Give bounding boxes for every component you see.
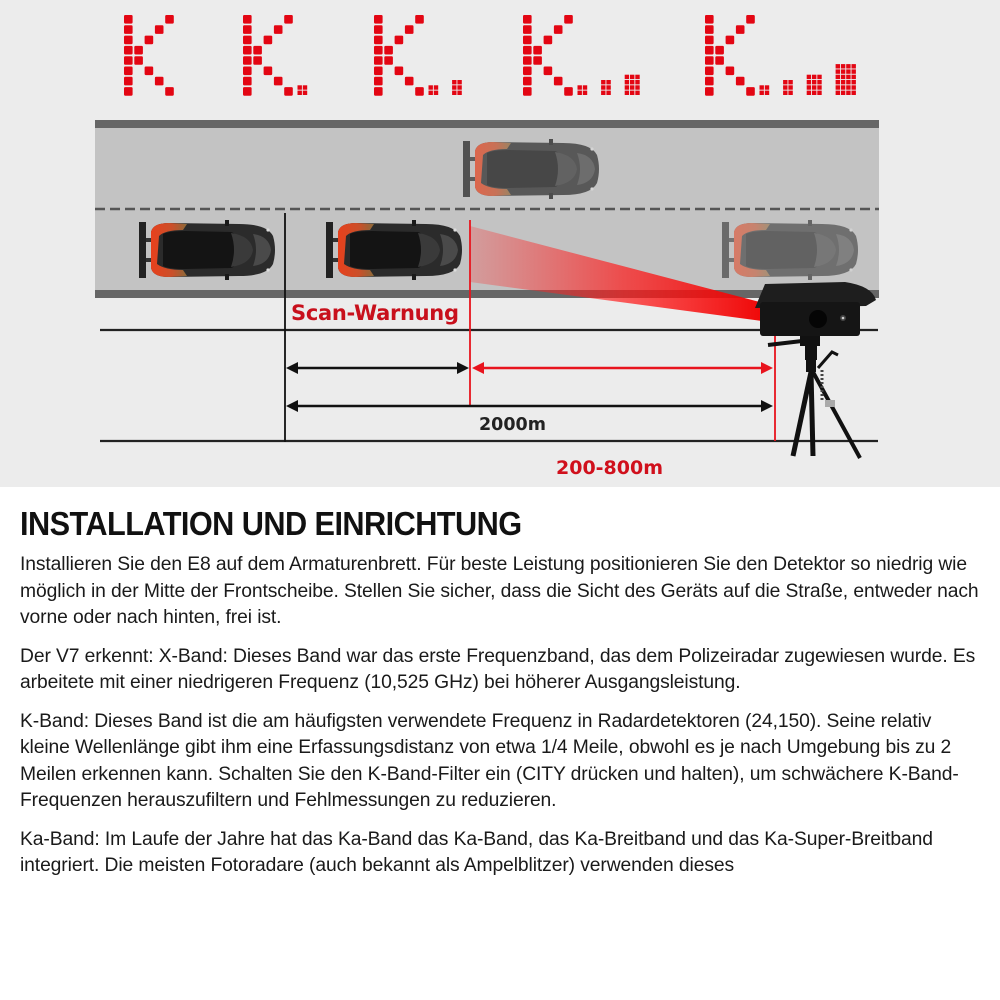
signal-bar [807, 75, 822, 95]
k-letter-dot [395, 36, 404, 45]
k-letter-dot [243, 67, 252, 76]
k-letter-dot [715, 56, 724, 65]
k-letter-dot [564, 15, 573, 24]
scan-warning-label: Scan-Warnung [291, 301, 459, 325]
article [20, 500, 985, 880]
radar-detection-diagram [0, 0, 1000, 487]
signal-bar [601, 80, 611, 95]
k-letter-dot [243, 36, 252, 45]
k-letter-dot [165, 87, 174, 96]
k-letter-dot [264, 36, 273, 45]
signal-bar [429, 85, 439, 95]
signal-bar [783, 80, 793, 95]
scan-warning-range-arrow [286, 362, 469, 374]
k-letter-dot [705, 36, 714, 45]
k-letter-dot [124, 67, 133, 76]
radar-range-label: 200-800m [556, 457, 664, 479]
k-letter-dot [243, 15, 252, 24]
k-letter-dot [134, 56, 143, 65]
k-letter-dot [124, 87, 133, 96]
k-letter-dot [243, 87, 252, 96]
k-letter-dot [253, 46, 262, 55]
signal-stage [523, 15, 640, 96]
signal-stage [243, 15, 307, 96]
diagram-canvas [0, 0, 1000, 487]
k-letter-dot [145, 36, 154, 45]
signal-stage [124, 15, 174, 96]
k-letter-dot [746, 87, 755, 96]
page-title: INSTALLATION UND EINRICHTUNG [20, 505, 522, 542]
k-letter-dot [405, 77, 414, 86]
k-letter-dot [554, 25, 563, 34]
k-letter-dot [523, 36, 532, 45]
k-letter-dot [705, 77, 714, 86]
total-distance-label: 2000m [479, 415, 546, 435]
k-letter-dot [564, 87, 573, 96]
total-distance-arrow [286, 400, 773, 412]
k-letter-dot [374, 77, 383, 86]
signal-bar [298, 85, 308, 95]
k-letter-dot [374, 25, 383, 34]
k-letter-dot [274, 25, 283, 34]
signal-stage [374, 15, 462, 96]
k-letter-dot [415, 15, 424, 24]
k-letter-dot [523, 87, 532, 96]
car-icon [139, 220, 275, 280]
k-letter-dot [243, 25, 252, 34]
k-letter-dot [274, 77, 283, 86]
k-letter-dot [705, 25, 714, 34]
car-icon [326, 220, 462, 280]
signal-stage [705, 15, 856, 96]
k-letter-dot [124, 56, 133, 65]
radar-range-arrow [472, 362, 773, 374]
k-letter-dot [523, 67, 532, 76]
k-letter-dot [264, 67, 273, 76]
k-letter-dot [124, 77, 133, 86]
k-letter-dot [374, 36, 383, 45]
k-letter-dot [726, 67, 735, 76]
k-letter-dot [374, 67, 383, 76]
k-letter-dot [405, 25, 414, 34]
k-letter-dot [124, 15, 133, 24]
k-letter-dot [124, 36, 133, 45]
k-letter-dot [554, 77, 563, 86]
k-letter-dot [124, 25, 133, 34]
signal-bar [452, 80, 462, 95]
tripod-icon [768, 336, 860, 458]
k-letter-dot [243, 56, 252, 65]
k-letter-dot [705, 46, 714, 55]
car-icon [463, 139, 599, 199]
signal-bar [760, 85, 770, 95]
paragraph-installation: Installieren Sie den E8 auf dem Armaturenbrett. Für beste Leistung positionieren Sie den Detektor so niedrig wie möglich in der Mitte der Frontscheibe. Stellen Sie sicher, dass die Sicht des Geräts auf die Straße, entweder nach vorne oder nach hinten, frei ist. [20, 554, 979, 628]
k-letter-dot [523, 15, 532, 24]
k-letter-dot [523, 56, 532, 65]
k-letter-dot [523, 25, 532, 34]
k-letter-dot [155, 77, 164, 86]
k-letter-dot [736, 25, 745, 34]
k-letter-dot [705, 56, 714, 65]
radar-camera-icon [755, 282, 876, 336]
k-letter-dot [253, 56, 262, 65]
k-letter-dot [705, 87, 714, 96]
k-letter-dot [715, 46, 724, 55]
k-letter-dot [523, 77, 532, 86]
paragraph-ka-band: Ka-Band: Im Laufe der Jahre hat das Ka-Band das Ka-Band, das Ka-Breitband und das Ka-Super-Breitband integriert. Die meisten Fotoradare (auch bekannt als Ampelblitzer) verwenden dieses [20, 828, 933, 876]
k-letter-dot [523, 46, 532, 55]
k-letter-dot [746, 15, 755, 24]
k-letter-dot [155, 25, 164, 34]
k-letter-dot [145, 67, 154, 76]
k-letter-dot [243, 46, 252, 55]
k-letter-dot [705, 15, 714, 24]
k-letter-dot [544, 67, 553, 76]
car-icon [722, 220, 858, 280]
k-letter-dot [374, 46, 383, 55]
k-letter-dot [165, 15, 174, 24]
paragraph-x-band: Der V7 erkennt: X-Band: Dieses Band war das erste Frequenzband, das dem Polizeiradar zugewiesen wurde. Es arbeitete mit einer niedrigeren Frequenz (10,525 GHz) bei höherer Ausgangsleistung. [20, 645, 976, 693]
signal-bar [836, 64, 856, 95]
k-letter-dot [395, 67, 404, 76]
k-letter-dot [726, 36, 735, 45]
paragraph-k-band: K-Band: Dieses Band ist die am häufigsten verwendete Frequenz in Radardetektoren (24,150). Seine relativ kleine Wellenlänge gibt ihm eine Erfassungsdistanz von etwa 1/4 Meile, obwohl es je nach Umgebung bis zu 2 Meilen erkennen kann. Schalten Sie den K-Band-Filter ein (CITY drücken und halten), um schwächere K-Band-Frequenzen herauszufiltern und Fehlmessungen zu reduzieren. [20, 710, 959, 811]
k-letter-dot [374, 87, 383, 96]
k-letter-dot [124, 46, 133, 55]
k-letter-dot [384, 46, 393, 55]
k-letter-dot [374, 15, 383, 24]
signal-bar [625, 75, 640, 95]
k-letter-dot [533, 46, 542, 55]
k-letter-dot [736, 77, 745, 86]
k-letter-dot [284, 15, 293, 24]
k-letter-dot [374, 56, 383, 65]
k-letter-dot [384, 56, 393, 65]
signal-bar [578, 85, 588, 95]
k-letter-dot [415, 87, 424, 96]
k-letter-dot [134, 46, 143, 55]
k-letter-dot [533, 56, 542, 65]
k-letter-dot [544, 36, 553, 45]
k-letter-dot [284, 87, 293, 96]
k-letter-dot [705, 67, 714, 76]
k-letter-dot [243, 77, 252, 86]
signal-strength-display [124, 15, 856, 96]
